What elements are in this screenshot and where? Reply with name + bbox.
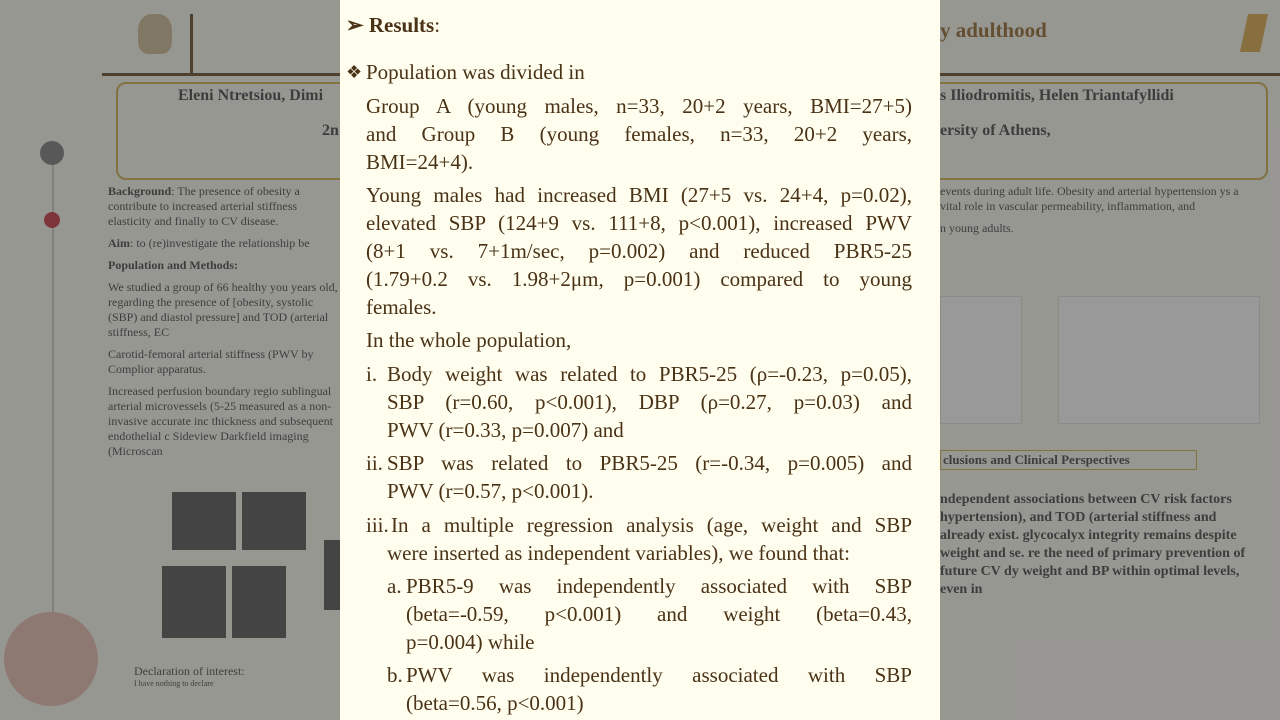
list-marker-ii: ii. bbox=[366, 451, 383, 475]
results-line: Young males had increased BMI (27+5 vs. 24+4, p=0.02), bbox=[366, 183, 912, 207]
results-line: SBP (r=0.60, p<0.001), DBP (ρ=0.27, p=0.03) and bbox=[387, 390, 912, 414]
results-panel bbox=[340, 0, 940, 720]
list-marker-iii: iii. bbox=[366, 513, 389, 537]
results-line: (beta=0.56, p<0.001) bbox=[406, 691, 584, 715]
results-line: PWV (r=0.57, p<0.001). bbox=[387, 479, 594, 503]
results-line: PBR5-9 was independently associated with SBP bbox=[406, 574, 912, 598]
results-line: PWV (r=0.33, p=0.007) and bbox=[387, 418, 624, 442]
results-line: In the whole population, bbox=[366, 328, 572, 352]
results-line: elevated SBP (124+9 vs. 111+8, p<0.001), increased PWV bbox=[366, 211, 912, 235]
results-line: BMI=24+4). bbox=[366, 150, 474, 174]
results-line: and Group B (young females, n=33, 20+2 years, bbox=[366, 122, 912, 146]
results-line: PWV was independently associated with SBP bbox=[406, 663, 912, 687]
list-marker-b: b. bbox=[387, 663, 403, 687]
results-label: Results bbox=[368, 13, 435, 37]
results-line: Population was divided in bbox=[366, 60, 585, 84]
results-line: Body weight was related to PBR5-25 (ρ=-0.23, p=0.05), bbox=[387, 362, 912, 386]
results-line: females. bbox=[366, 295, 437, 319]
results-line: (1.79+0.2 vs. 1.98+2μm, p=0.001) compared to young bbox=[366, 267, 912, 291]
diamond-bullet-icon: ❖ bbox=[346, 62, 363, 82]
results-line: p=0.004) while bbox=[406, 630, 535, 654]
results-line: In a multiple regression analysis (age, weight and SBP bbox=[391, 513, 912, 537]
results-line: Group A (young males, n=33, 20+2 years, BMI=27+5) bbox=[366, 94, 912, 118]
arrow-bullet-icon: ➢ bbox=[346, 13, 364, 37]
results-heading bbox=[346, 11, 440, 39]
list-marker-a: a. bbox=[387, 574, 402, 598]
results-line: (8+1 vs. 7+1m/sec, p=0.002) and reduced PBR5-25 bbox=[366, 239, 912, 263]
list-marker-i: i. bbox=[366, 362, 378, 386]
results-line: (beta=-0.59, p<0.001) and weight (beta=0.43, bbox=[406, 602, 912, 626]
results-line: were inserted as independent variables), we found that: bbox=[387, 541, 850, 565]
results-line: SBP was related to PBR5-25 (r=-0.34, p=0.005) and bbox=[387, 451, 912, 475]
results-colon: : bbox=[434, 13, 441, 37]
